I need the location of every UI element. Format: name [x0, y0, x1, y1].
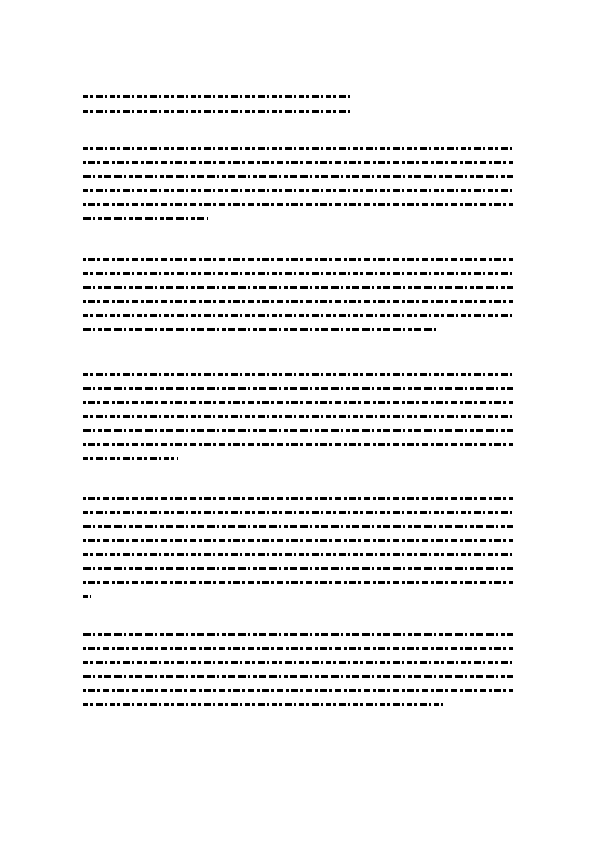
text-line [83, 300, 513, 303]
paragraph-2 [83, 258, 513, 342]
text-line [83, 429, 513, 432]
paragraph-5 [83, 633, 513, 717]
text-line [83, 328, 438, 331]
text-line [83, 175, 513, 178]
text-line [83, 675, 513, 678]
text-line [83, 217, 208, 220]
paragraph-4 [83, 497, 513, 609]
text-line [83, 286, 513, 289]
text-line [83, 314, 513, 317]
text-line [83, 147, 513, 150]
text-line [83, 703, 443, 706]
paragraph-3 [83, 373, 513, 471]
text-line [83, 497, 513, 500]
text-line [83, 581, 513, 584]
text-line [83, 511, 513, 514]
paragraph-1 [83, 147, 513, 231]
text-line [83, 539, 513, 542]
text-line [83, 189, 513, 192]
text-line [83, 415, 513, 418]
text-line [83, 373, 513, 376]
text-line [83, 401, 513, 404]
header-line-2 [83, 110, 353, 113]
header-line-1 [83, 95, 351, 98]
text-line [83, 595, 91, 598]
document-header [83, 95, 363, 125]
text-line [83, 443, 513, 446]
text-line [83, 203, 513, 206]
text-line [83, 457, 178, 460]
text-line [83, 525, 513, 528]
text-line [83, 633, 513, 636]
text-line [83, 161, 513, 164]
text-line [83, 567, 513, 570]
text-line [83, 647, 513, 650]
text-line [83, 258, 513, 261]
text-line [83, 387, 513, 390]
text-line [83, 553, 513, 556]
text-line [83, 272, 513, 275]
text-line [83, 689, 513, 692]
text-line [83, 661, 513, 664]
